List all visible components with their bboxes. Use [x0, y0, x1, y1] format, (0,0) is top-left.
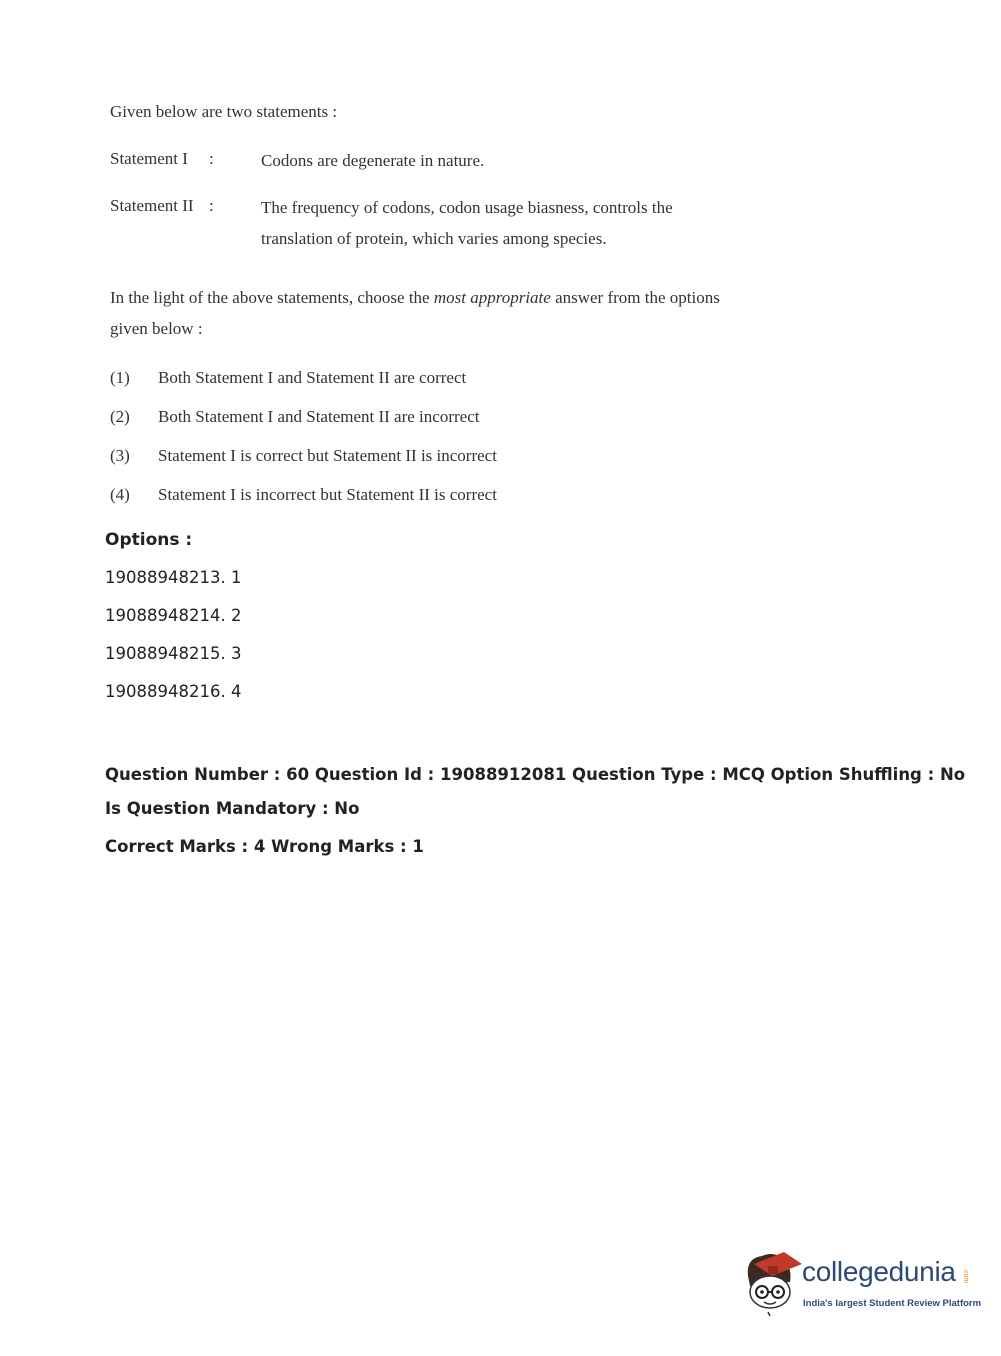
- option-item: 19088948213. 1: [105, 568, 242, 587]
- question-mandatory-line: Is Question Mandatory : No: [105, 799, 360, 818]
- option-item: 19088948214. 2: [105, 606, 242, 625]
- instruction-emphasis: most appropriate: [433, 288, 551, 307]
- choice-3: (3) Statement I is correct but Statement II is incorrect: [110, 446, 497, 465]
- choice-1: (1) Both Statement I and Statement II are correct: [110, 368, 467, 387]
- statement-2-line-2: translation of protein, which varies among species.: [261, 229, 607, 248]
- choice-4: (4) Statement I is incorrect but Statement II is correct: [110, 485, 497, 504]
- statement-1-separator: :: [209, 149, 214, 168]
- mascot-icon: [740, 1246, 804, 1318]
- statement-1-label: Statement I: [110, 149, 188, 168]
- question-intro: Given below are two statements :: [110, 102, 338, 121]
- statement-2-separator: :: [209, 196, 214, 215]
- logo-wordmark: collegedunia: [802, 1256, 956, 1287]
- option-item: 19088948216. 4: [105, 682, 242, 701]
- logo-tagline: India's largest Student Review Platform: [803, 1298, 982, 1309]
- statement-2-text: [261, 192, 721, 254]
- logo-suffix: .com: [962, 1268, 969, 1284]
- statement-2-line-1: The frequency of codons, codon usage biasness, controls the: [261, 198, 673, 217]
- option-item: 19088948215. 3: [105, 644, 242, 663]
- question-marks-line: Correct Marks : 4 Wrong Marks : 1: [105, 837, 424, 856]
- options-heading: Options :: [105, 530, 193, 550]
- statement-2-label: Statement II: [110, 196, 194, 215]
- statement-1-text: Codons are degenerate in nature.: [261, 151, 485, 170]
- collegedunia-logo: [740, 1246, 980, 1326]
- instruction-line-2: given below :: [110, 319, 203, 338]
- choice-2: (2) Both Statement I and Statement II are incorrect: [110, 407, 480, 426]
- instruction: [110, 282, 750, 344]
- instruction-line-1: In the light of the above statements, choose the most appropriate answer from the options: [110, 288, 720, 307]
- question-meta-line: Question Number : 60 Question Id : 19088912081 Question Type : MCQ Option Shuffling : No: [105, 765, 966, 784]
